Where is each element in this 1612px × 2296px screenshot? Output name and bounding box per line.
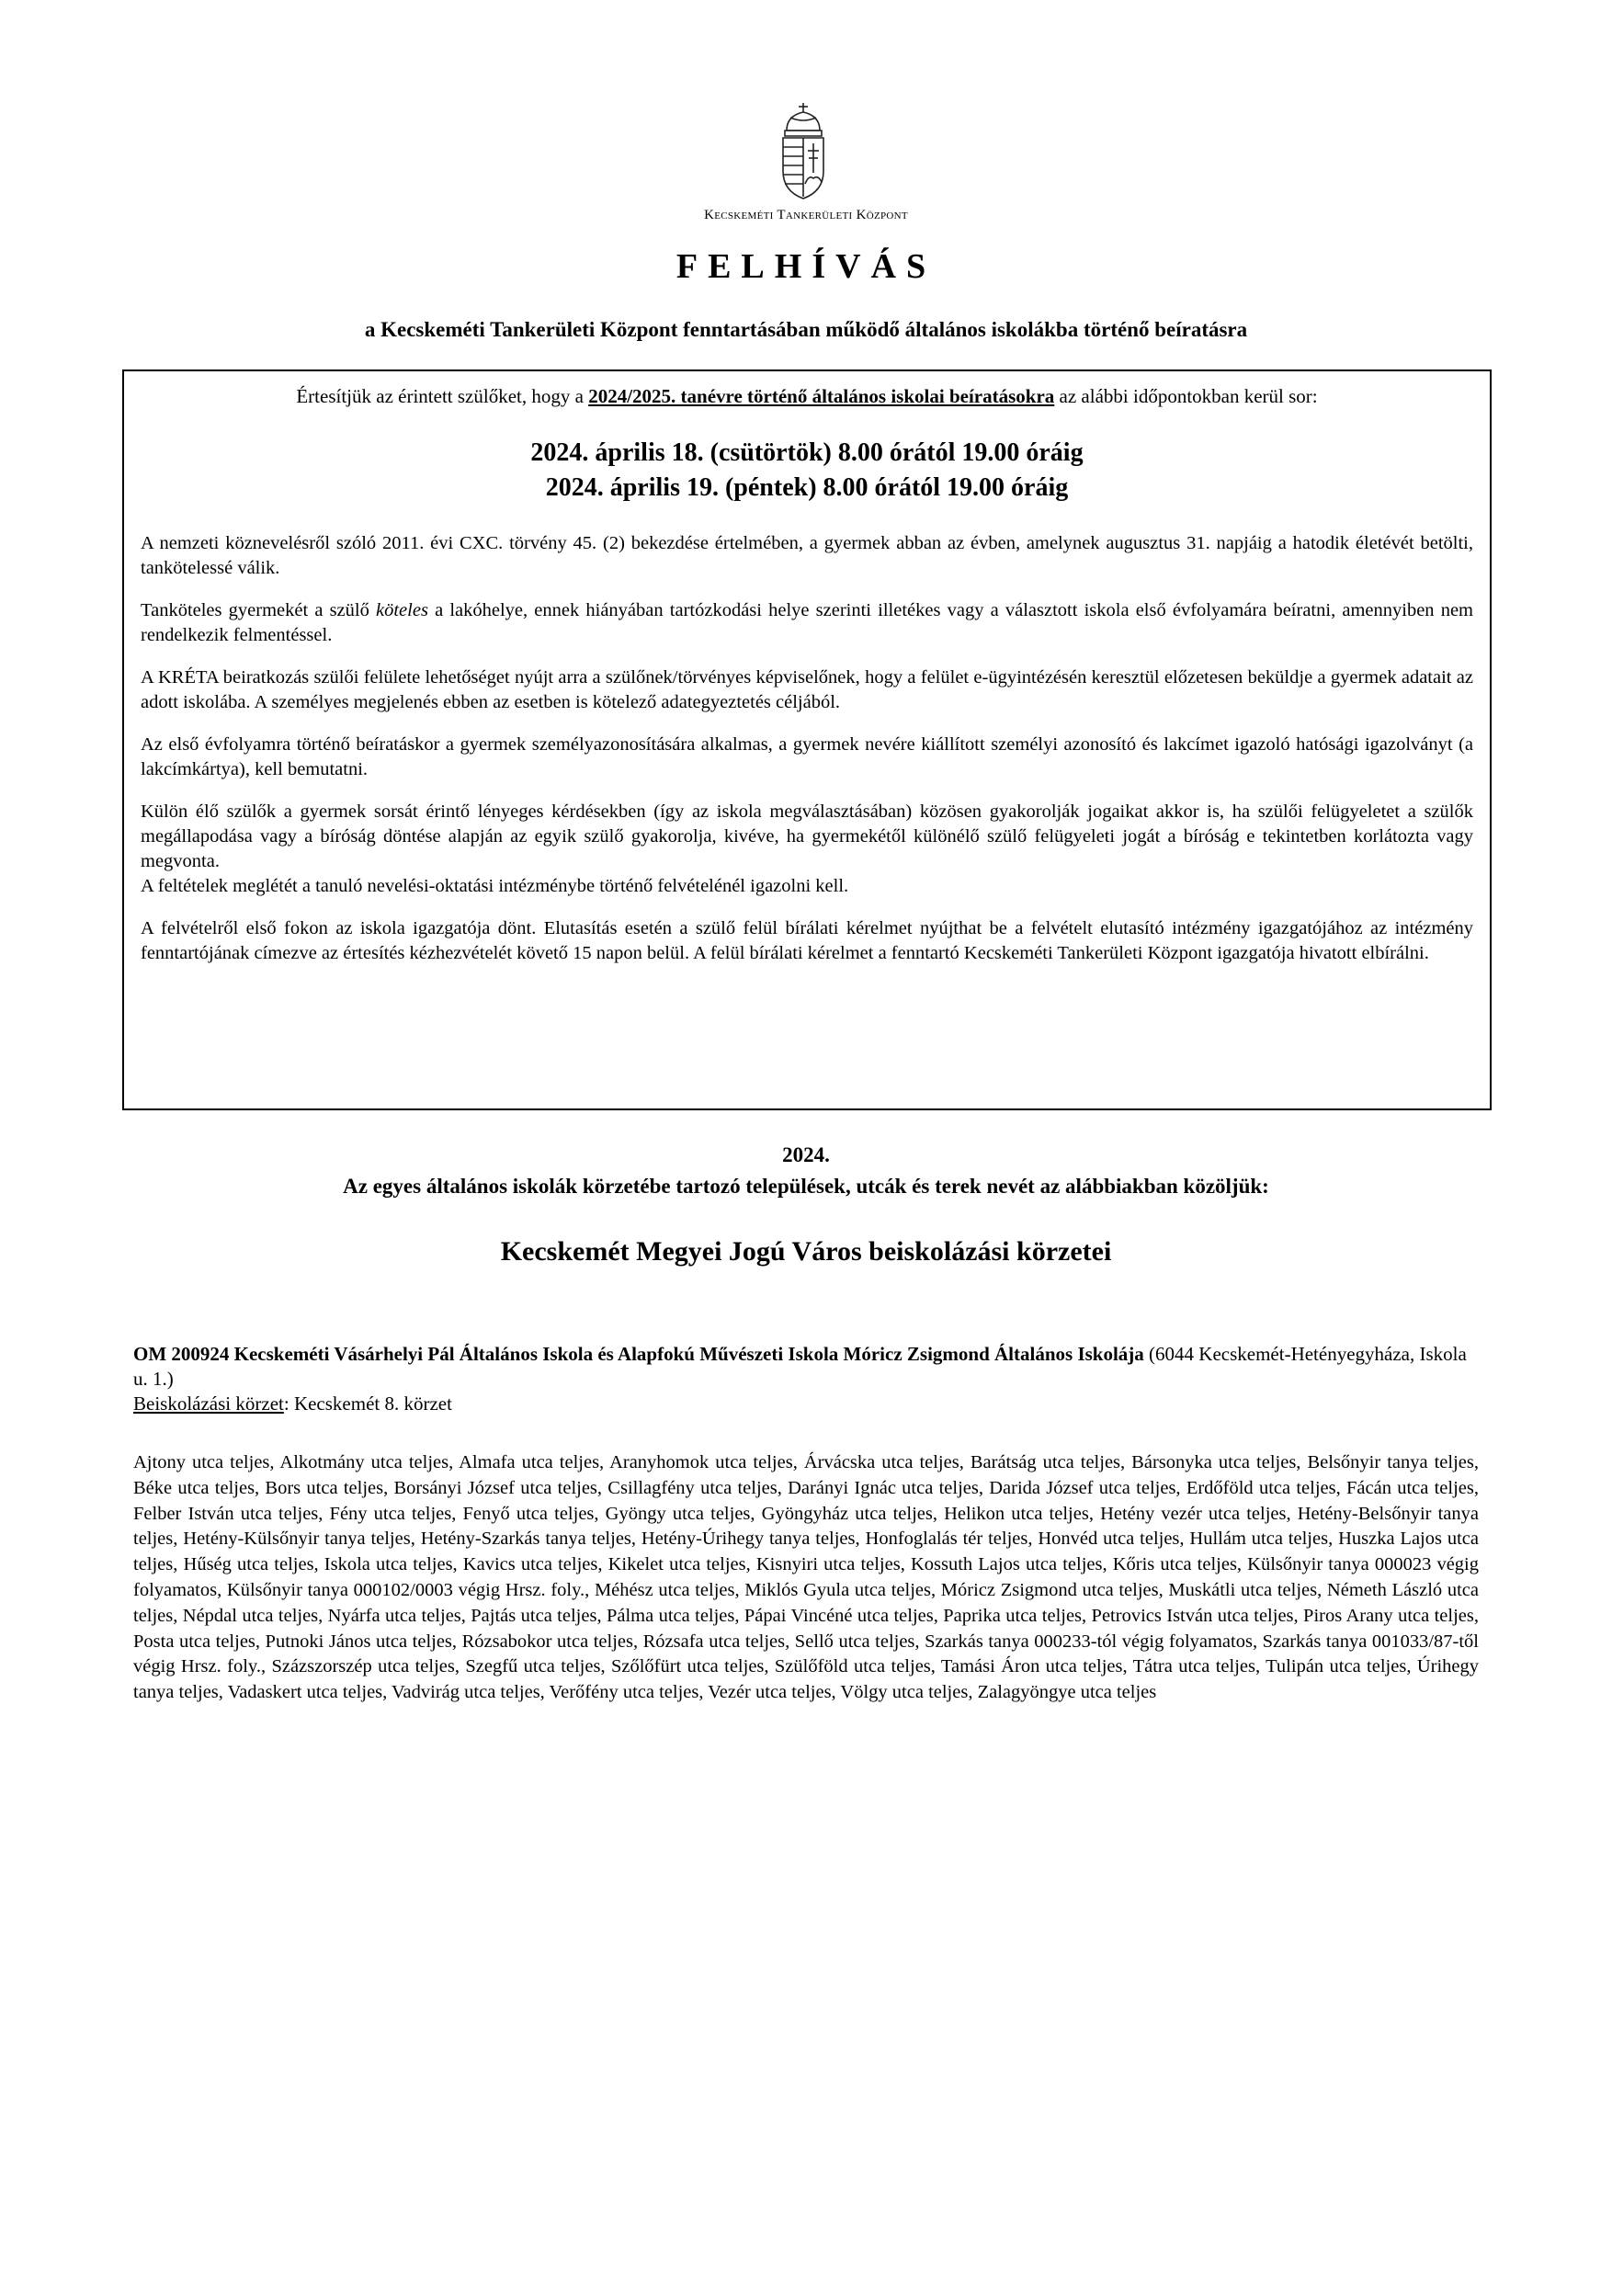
paragraph-parent-duty: [141, 598, 1473, 648]
intro-text-end: az alábbi időpontokban kerül sor:: [1054, 385, 1318, 407]
paragraph-kreta: A KRÉTA beiratkozás szülői felülete lehetőséget nyújt arra a szülőnek/törvényes képviselőnek, hogy a felület e-ügyintézésén keresztül előzetesen beküldje a gyermek adatait az adott iskolába. A személyes megjelenés ebben az esetben is kötelező adategyeztetés céljából.: [141, 667, 1473, 712]
notice-box: [122, 369, 1492, 1110]
enrollment-date-2: 2024. április 19. (péntek) 8.00 órától 19.00 óráig: [545, 473, 1069, 502]
notice-intro: [141, 384, 1473, 408]
street-list: Ajtony utca teljes, Alkotmány utca teljes, Almafa utca teljes, Aranyhomok utca teljes, Árvácska utca teljes, Barátság utca teljes, Bársonyka utca teljes, Belsőnyir tanya teljes, Béke utca teljes, Bors utca teljes, Borsányi József utca teljes, Csillagfény utca teljes, Darányi Ignác utca teljes, Darida József utca teljes, Erdőföld utca teljes, Fácán utca teljes, Felber István utca teljes, Fény utca teljes, Fenyő utca teljes, Gyöngy utca teljes, Gyöngyház utca teljes, Helikon utca teljes, Hetény vezér utca teljes, Hetény-Belsőnyir tanya teljes, Hetény-Külsőnyir tanya teljes, Hetény-Szarkás tanya teljes, Hetény-Úrihegy tanya teljes, Honfoglalás tér teljes, Honvéd utca teljes, Hullám utca teljes, Huszka Lajos utca teljes, Hűség utca teljes, Iskola utca teljes, Kavics utca teljes, Kikelet utca teljes, Kisnyiri utca teljes, Kossuth Lajos utca teljes, Kőris utca teljes, Külsőnyir tanya 000023 végig folyamatos, Külsőnyir tanya 000102/0003 végig Hrsz. foly., Méhész utca teljes, Miklós Gyula utca teljes, Móricz Zsigmond utca teljes, Muskátli utca teljes, Németh László utca teljes, Népdal utca teljes, Nyárfa utca teljes, Pajtás utca teljes, Pálma utca teljes, Pápai Vincéné utca teljes, Paprika utca teljes, Petrovics István utca teljes, Piros Arany utca teljes, Posta utca teljes, Putnoki János utca teljes, Rózsabokor utca teljes, Rózsafa utca teljes, Sellő utca teljes, Szarkás tanya 000233-tól végig folyamatos, Szarkás tanya 001033/87-től végig Hrsz. foly., Százszorszép utca teljes, Szegfű utca teljes, Szőlőfürt utca teljes, Szülőföld utca teljes, Tamási Áron utca teljes, Tátra utca teljes, Tulipán utca teljes, Úrihegy tanya teljes, Vadaskert utca teljes, Vadvirág utca teljes, Verőfény utca teljes, Vezér utca teljes, Völgy utca teljes, Zalagyöngye utca teljes: [133, 1452, 1479, 1703]
school-entry: [133, 1342, 1479, 1416]
p2-text-end: a lakóhelye, ennek hiányában tartózkodási helye szerinti illetékes vagy a választott iskola első évfolyamára beíratni, amennyiben nem rendelkezik felmentéssel.: [141, 600, 1473, 645]
organization-name: Kecskeméti Tankerületi Központ: [704, 208, 908, 222]
school-address: (6044 Kecskemét-Hetényegyháza, Iskola u. 1.): [133, 1343, 1467, 1390]
intro-text: Értesítjük az érintett szülőket, hogy a: [296, 385, 589, 407]
paragraph-identity: Az első évfolyamra történő beíratáskor a gyermek személyazonosítására alkalmas, a gyermek nevére kiállított személyi azonosító és lakcímet igazoló hatósági igazolványt (a lakcímkártya), kell bemutatni.: [141, 734, 1473, 779]
p2-emphasis: köteles: [376, 600, 428, 620]
coat-of-arms-icon: [778, 99, 829, 202]
page-subtitle: a Kecskeméti Tankerületi Központ fenntartásában működő általános iskolákba történő beíratásra: [364, 318, 1248, 341]
paragraph-compulsory-age: A nemzeti köznevelésről szóló 2011. évi CXC. törvény 45. (2) bekezdése értelmében, a gyermek abban az évben, amelynek augusztus 31. napjáig a hatodik életévét betölti, tankötelessé válik.: [141, 533, 1473, 578]
paragraph-admission-decision: A felvételről első fokon az iskola igazgatója dönt. Elutasítás esetén a szülő felül bírálati kérelmet nyújthat be a felvételt elutasító intézmény igazgatójához az intézmény fenntartójának címezve az értesítés kézhezvételét követő 15 napon belül. A felül bírálati kérelmet a fenntartó Kecskeméti Tankerületi Központ igazgatója hivatott elbírálni.: [141, 918, 1473, 963]
district-title: Kecskemét Megyei Jogú Város beiskolázási körzetei: [500, 1236, 1112, 1267]
paragraph-separated-parents: Külön élő szülők a gyermek sorsát érintő lényeges kérdésekben (így az iskola megválasztásában) közösen gyakorolják jogaikat akkor is, ha szülői felügyeletet a szülők megállapodása vagy a bíróság döntése alapján az egyik szülő gyakorolja, kivéve, ha gyermekétől különélő szülő felügyeleti jogát a bíróság e tekintetben korlátozta vagy megvonta.: [141, 801, 1473, 871]
p2-text: Tanköteles gyermekét a szülő: [141, 600, 376, 620]
enrollment-date-1: 2024. április 18. (csütörtök) 8.00 órától 19.00 óráig: [530, 438, 1084, 467]
district-value: : Kecskemét 8. körzet: [283, 1392, 452, 1415]
intro-emphasis: 2024/2025. tanévre történő általános iskolai beíratásokra: [588, 385, 1055, 407]
school-name: OM 200924 Kecskeméti Vásárhelyi Pál Általános Iskola és Alapfokú Művészeti Iskola Móricz Zsigmond Általános Iskolája: [133, 1343, 1144, 1365]
paragraph-conditions: A feltételek meglétét a tanuló nevelési-oktatási intézménybe történő felvételénél igazolni kell.: [141, 876, 849, 896]
list-heading: Az egyes általános iskolák körzetébe tartozó települések, utcák és terek nevét az alábbiakban közöljük:: [343, 1175, 1269, 1198]
district-label: Beiskolázási körzet: [133, 1392, 284, 1415]
page-title: FELHÍVÁS: [675, 247, 937, 286]
list-year: 2024.: [782, 1143, 830, 1166]
enrollment-dates: [141, 436, 1473, 506]
